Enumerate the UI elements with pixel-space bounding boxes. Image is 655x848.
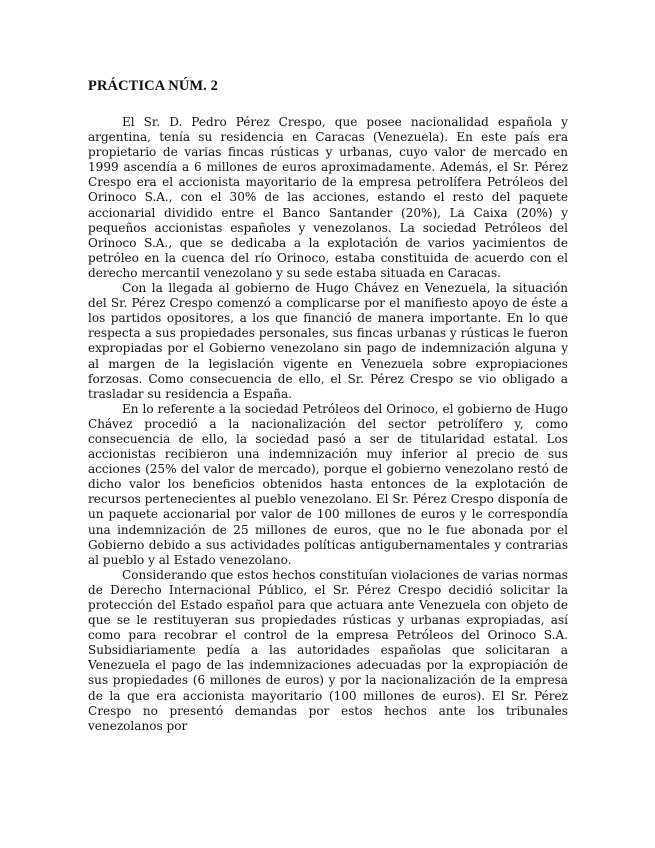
paragraph-3: En lo referente a la sociedad Petróleos del Orinoco, el gobierno de Hugo Chávez procedió a la nacionalización del sector petrolífero y, como consecuencia de ello, la sociedad pasó a ser de titularidad estatal. Los accionistas recibieron una indemnización muy inferior al precio de sus acciones (25% del valor de mercado), porque el gobierno venezolano restó de dicho valor los beneficios obtenidos hasta entonces de la explotación de recursos pertenecientes al pueblo venezolano. El Sr. Pérez Crespo disponía de un paquete accionarial por valor de 100 millones de euros y le correspondía una indemnización de 25 millones de euros, que no le fue abonada por el Gobierno debido a sus actividades políticas antigubernamentales y contrarias al pueblo y al Estado venezolano.: [88, 401, 568, 567]
paragraph-4: Considerando que estos hechos constituían violaciones de varias normas de Derecho Internacional Público, el Sr. Pérez Crespo decidió solicitar la protección del Estado español para que actuara ante Venezuela con objeto de que se le restituyeran sus propiedades rústicas y urbanas expropiadas, así como para recobrar el control de la empresa Petróleos del Orinoco S.A. Subsidiariamente pedía a las autoridades españolas que solicitaran a Venezuela el pago de las indemnizaciones adecuadas por la expropiación de sus propiedades (6 millones de euros) y por la nacionalización de la empresa de la que era accionista mayoritario (100 millones de euros). El Sr. Pérez Crespo no presentó demandas por estos hechos ante los tribunales venezolanos por: [88, 567, 568, 733]
paragraph-2: Con la llegada al gobierno de Hugo Chávez en Venezuela, la situación del Sr. Pérez Crespo comenzó a complicarse por el manifiesto apoyo de éste a los partidos opositores, a los que financió de manera importante. En lo que respecta a sus propiedades personales, sus fincas urbanas y rústicas le fueron expropiadas por el Gobierno venezolano sin pago de indemnización alguna y al margen de la legislación vigente en Venezuela sobre expropiaciones forzosas. Como consecuencia de ello, el Sr. Pérez Crespo se vio obligado a trasladar su residencia a España.: [88, 281, 568, 401]
document-title: PRÁCTICA NÚM. 2: [88, 78, 218, 94]
document-page: [88, 78, 568, 734]
paragraph-1: El Sr. D. Pedro Pérez Crespo, que posee nacionalidad española y argentina, tenía su residencia en Caracas (Venezuela). En este país era propietario de varias fincas rústicas y urbanas, cuyo valor de mercado en 1999 ascendía a 6 millones de euros aproximadamente. Además, el Sr. Pérez Crespo era el accionista mayoritario de la empresa petrolífera Petróleos del Orinoco S.A., con el 30% de las acciones, estando el resto del paquete accionarial dividido entre el Banco Santander (20%), La Caixa (20%) y pequeños accionistas españoles y venezolanos. La sociedad Petróleos del Orinoco S.A., que se dedicaba a la explotación de varios yacimientos de petróleo en la cuenca del río Orinoco, estaba constituida de acuerdo con el derecho mercantil venezolano y su sede estaba situada en Caracas.: [88, 115, 568, 280]
